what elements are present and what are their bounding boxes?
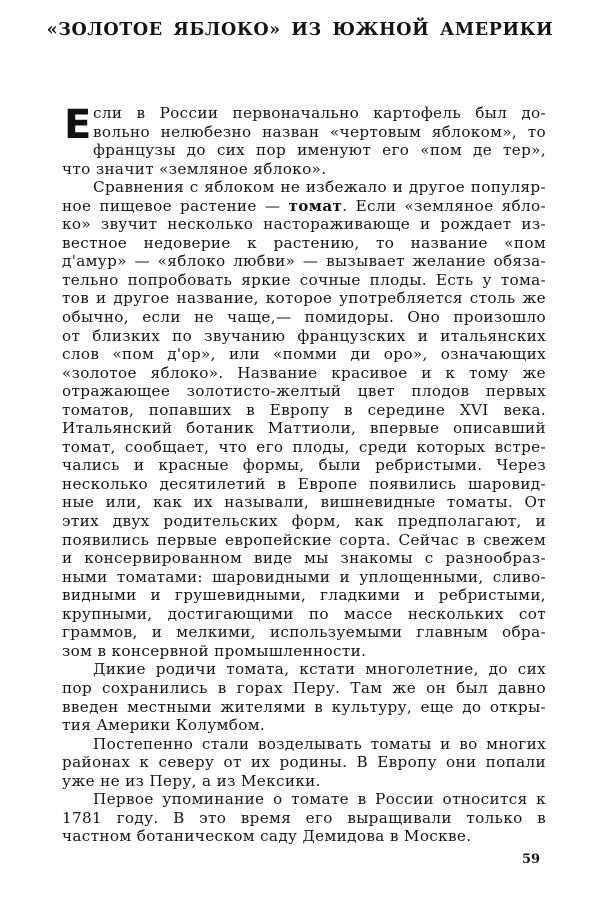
text-line: появились первые европейские сорта. Сейчас в свежем bbox=[62, 530, 546, 549]
bold-term: томат bbox=[288, 196, 343, 215]
text-line: введен местными жителями в культуру, еще до откры- bbox=[62, 697, 546, 716]
text-line: томатов, попавших в Европу в середине XVI века. bbox=[62, 400, 546, 419]
text-line: 1781 году. В это время его выращивали только в bbox=[62, 808, 546, 827]
text-line: несколько десятилетий в Европе появились шаровид- bbox=[62, 474, 546, 493]
text-line: вестное недоверие к растению, то название «пом bbox=[62, 233, 546, 252]
text-line: и консервированном виде мы знакомы с разнообраз- bbox=[62, 549, 546, 568]
text-line: от близких по звучанию французских и итальянских bbox=[62, 326, 546, 345]
text-line: томат, сообщает, что его плоды, среди которых встре- bbox=[62, 437, 546, 456]
text-line: отражающее золотисто-желтый цвет плодов первых bbox=[62, 382, 546, 401]
text-line: французы до сих пор именуют его «пом де тер», bbox=[93, 141, 546, 160]
text-line: тов и другое название, которое употребляется столь же bbox=[62, 289, 546, 308]
text-line: вольно нелюбезно назван «чертовым яблоком», то bbox=[93, 122, 546, 141]
text-fragment: . Если «земляное ябло- bbox=[342, 196, 546, 215]
text-line: уже не из Перу, а из Мексики. bbox=[62, 771, 321, 790]
text-line: районах к северу от их родины. В Европу они попали bbox=[62, 753, 546, 772]
text-line: Постепенно стали возделывать томаты и во многих bbox=[93, 734, 546, 753]
text-line: чались и красные формы, были ребристыми. Через bbox=[62, 456, 546, 475]
text-line: ко» звучит несколько настораживающе и рождает из- bbox=[62, 215, 546, 234]
text-fragment: ное пищевое растение — bbox=[62, 196, 289, 215]
text-line: тельно попробовать яркие сочные плоды. Есть у тома- bbox=[62, 270, 546, 289]
text-line: обычно, если не чаще,— помидоры. Оно произошло bbox=[62, 308, 546, 327]
text-line: Сравнения с яблоком не избежало и другое популяр- bbox=[93, 178, 546, 197]
text-line: д'амур» — «яблоко любви» — вызывает желание обяза- bbox=[62, 252, 546, 271]
text-line: Итальянский ботаник Маттиоли, впервые описавший bbox=[62, 419, 546, 438]
text-line: крупными, достигающими по массе нескольких сот bbox=[62, 604, 546, 623]
text-line: частном ботаническом саду Демидова в Москве. bbox=[62, 827, 472, 846]
text-line: ные или, как их называли, вишневидные томаты. От bbox=[62, 493, 546, 512]
text-line-with-bold bbox=[62, 197, 546, 216]
text-line: этих двух родительских форм, как предполагают, и bbox=[62, 512, 546, 531]
text-line: зом в консервной промышленности. bbox=[62, 641, 367, 660]
page-number: 59 bbox=[522, 852, 541, 867]
text-line: граммов, и мелкими, используемыми главным обра- bbox=[62, 623, 546, 642]
text-line: сли в России первоначально картофель был до- bbox=[93, 104, 546, 122]
text-line: «золотое яблоко». Название красивое и к тому же bbox=[62, 363, 546, 382]
text-line: видными и грушевидными, гладкими и ребристыми, bbox=[62, 586, 546, 605]
article-body bbox=[62, 104, 546, 846]
text-line: ными томатами: шаровидными и уплощенными, сливо- bbox=[62, 567, 546, 586]
text-line: пор сохранились в горах Перу. Там же он был давно bbox=[62, 678, 546, 697]
chapter-title: «ЗОЛОТОЕ ЯБЛОКО» ИЗ ЮЖНОЙ АМЕРИКИ bbox=[46, 20, 554, 40]
text-line: что значит «земляное яблоко». bbox=[62, 159, 327, 178]
text-line: тия Америки Колумбом. bbox=[62, 716, 266, 735]
text-line: Дикие родичи томата, кстати многолетние, до сих bbox=[93, 660, 546, 679]
drop-cap: Е bbox=[64, 102, 92, 148]
text-line: Первое упоминание о томате в России относится к bbox=[93, 790, 546, 809]
text-line: слов «пом д'ор», или «помми ди оро», означающих bbox=[62, 345, 546, 364]
